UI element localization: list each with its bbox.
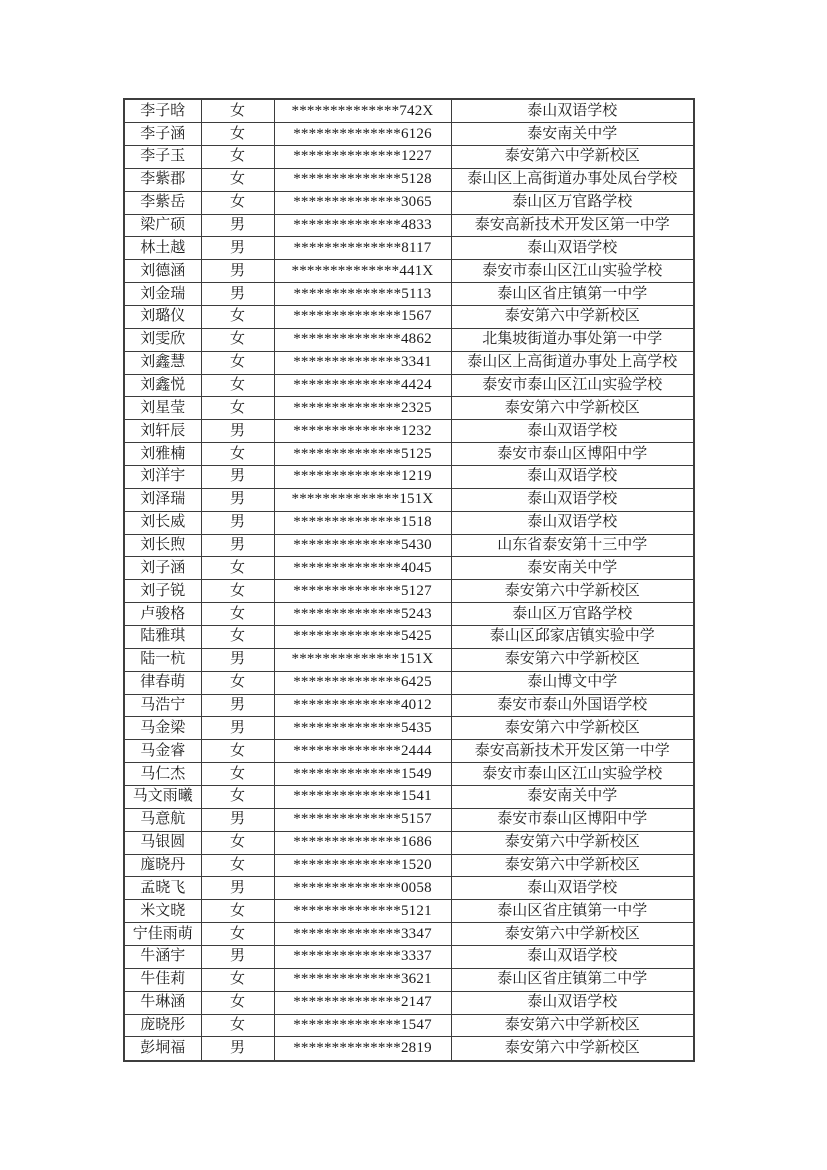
- table-row: [124, 443, 694, 466]
- cell-id-masked: **************8117: [274, 237, 451, 260]
- cell-gender: 女: [201, 351, 274, 374]
- cell-id-masked: **************2444: [274, 740, 451, 763]
- cell-id-masked: **************5243: [274, 603, 451, 626]
- cell-student-name: 陆雅琪: [124, 625, 201, 648]
- cell-student-name: 庬晓丹: [124, 854, 201, 877]
- cell-school: 泰安第六中学新校区: [451, 397, 694, 420]
- cell-student-name: 彭垌福: [124, 1037, 201, 1061]
- cell-id-masked: **************1227: [274, 145, 451, 168]
- table-row: [124, 877, 694, 900]
- cell-gender: 女: [201, 191, 274, 214]
- cell-school: 泰山区省庄镇第二中学: [451, 968, 694, 991]
- cell-student-name: 林土越: [124, 237, 201, 260]
- cell-id-masked: **************3065: [274, 191, 451, 214]
- table-row: [124, 99, 694, 123]
- cell-gender: 女: [201, 991, 274, 1014]
- cell-student-name: 宁佳雨萌: [124, 923, 201, 946]
- cell-id-masked: **************4045: [274, 557, 451, 580]
- cell-gender: 女: [201, 328, 274, 351]
- cell-school: 泰山区省庄镇第一中学: [451, 283, 694, 306]
- cell-gender: 女: [201, 580, 274, 603]
- cell-student-name: 刘雯欣: [124, 328, 201, 351]
- cell-school: 泰安第六中学新校区: [451, 1014, 694, 1037]
- cell-school: 泰安第六中学新校区: [451, 831, 694, 854]
- cell-id-masked: **************5157: [274, 808, 451, 831]
- cell-gender: 女: [201, 1014, 274, 1037]
- cell-id-masked: **************6425: [274, 671, 451, 694]
- table-row: [124, 580, 694, 603]
- cell-id-masked: **************1520: [274, 854, 451, 877]
- cell-gender: 男: [201, 420, 274, 443]
- cell-student-name: 马文雨曦: [124, 786, 201, 809]
- cell-school: 泰安南关中学: [451, 557, 694, 580]
- table-row: [124, 191, 694, 214]
- table-row: [124, 260, 694, 283]
- cell-id-masked: **************742X: [274, 99, 451, 123]
- table-row: [124, 420, 694, 443]
- cell-gender: 男: [201, 717, 274, 740]
- cell-gender: 女: [201, 374, 274, 397]
- table-row: [124, 328, 694, 351]
- cell-gender: 女: [201, 968, 274, 991]
- cell-student-name: 刘星莹: [124, 397, 201, 420]
- cell-school: 泰安第六中学新校区: [451, 648, 694, 671]
- table-row: [124, 671, 694, 694]
- table-row: [124, 237, 694, 260]
- cell-student-name: 梁广硕: [124, 214, 201, 237]
- cell-school: 泰安第六中学新校区: [451, 145, 694, 168]
- cell-school: 泰山区万官路学校: [451, 191, 694, 214]
- cell-student-name: 刘鑫悦: [124, 374, 201, 397]
- table-row: [124, 305, 694, 328]
- cell-id-masked: **************441X: [274, 260, 451, 283]
- table-row: [124, 603, 694, 626]
- cell-id-masked: **************5113: [274, 283, 451, 306]
- cell-id-masked: **************151X: [274, 488, 451, 511]
- table-row: [124, 740, 694, 763]
- cell-gender: 男: [201, 488, 274, 511]
- cell-gender: 男: [201, 1037, 274, 1061]
- cell-id-masked: **************3337: [274, 946, 451, 969]
- cell-gender: 男: [201, 260, 274, 283]
- cell-school: 泰安第六中学新校区: [451, 305, 694, 328]
- cell-student-name: 律春萌: [124, 671, 201, 694]
- table-row: [124, 168, 694, 191]
- cell-student-name: 李子晗: [124, 99, 201, 123]
- cell-student-name: 刘长威: [124, 511, 201, 534]
- cell-id-masked: **************4424: [274, 374, 451, 397]
- cell-school: 泰安南关中学: [451, 123, 694, 146]
- table-row: [124, 465, 694, 488]
- cell-student-name: 刘子锐: [124, 580, 201, 603]
- cell-gender: 女: [201, 305, 274, 328]
- table-row: [124, 648, 694, 671]
- cell-student-name: 刘泽瑞: [124, 488, 201, 511]
- table-row: [124, 968, 694, 991]
- table-row: [124, 397, 694, 420]
- cell-school: 泰安市泰山外国语学校: [451, 694, 694, 717]
- cell-student-name: 卢骏格: [124, 603, 201, 626]
- cell-id-masked: **************5125: [274, 443, 451, 466]
- cell-school: 泰山双语学校: [451, 511, 694, 534]
- table-row: [124, 214, 694, 237]
- cell-school: 泰安第六中学新校区: [451, 580, 694, 603]
- cell-id-masked: **************4833: [274, 214, 451, 237]
- cell-school: 泰安高新技术开发区第一中学: [451, 740, 694, 763]
- cell-school: 泰山双语学校: [451, 991, 694, 1014]
- cell-school: 泰山双语学校: [451, 420, 694, 443]
- cell-gender: 女: [201, 740, 274, 763]
- table-body: [124, 99, 694, 1061]
- cell-id-masked: **************3621: [274, 968, 451, 991]
- table-row: [124, 854, 694, 877]
- cell-gender: 女: [201, 145, 274, 168]
- cell-school: 泰安第六中学新校区: [451, 717, 694, 740]
- cell-school: 泰安市泰山区博阳中学: [451, 443, 694, 466]
- cell-student-name: 马金睿: [124, 740, 201, 763]
- cell-school: 泰山双语学校: [451, 946, 694, 969]
- cell-gender: 男: [201, 648, 274, 671]
- table-row: [124, 1037, 694, 1061]
- cell-student-name: 刘璐仪: [124, 305, 201, 328]
- cell-school: 泰山双语学校: [451, 877, 694, 900]
- cell-gender: 男: [201, 877, 274, 900]
- cell-school: 泰安市泰山区博阳中学: [451, 808, 694, 831]
- table-row: [124, 351, 694, 374]
- cell-id-masked: **************4862: [274, 328, 451, 351]
- cell-gender: 女: [201, 123, 274, 146]
- cell-student-name: 刘洋宇: [124, 465, 201, 488]
- table-row: [124, 625, 694, 648]
- table-row: [124, 831, 694, 854]
- table-row: [124, 511, 694, 534]
- cell-gender: 男: [201, 237, 274, 260]
- cell-school: 泰山区上高街道办事处凤台学校: [451, 168, 694, 191]
- table-row: [124, 946, 694, 969]
- cell-school: 泰安南关中学: [451, 786, 694, 809]
- cell-id-masked: **************151X: [274, 648, 451, 671]
- cell-student-name: 庞晓彤: [124, 1014, 201, 1037]
- cell-student-name: 马仁杰: [124, 763, 201, 786]
- cell-id-masked: **************1686: [274, 831, 451, 854]
- table-row: [124, 923, 694, 946]
- cell-student-name: 牛佳莉: [124, 968, 201, 991]
- cell-school: 泰山双语学校: [451, 465, 694, 488]
- cell-id-masked: **************1541: [274, 786, 451, 809]
- cell-gender: 男: [201, 694, 274, 717]
- cell-school: 泰安第六中学新校区: [451, 923, 694, 946]
- cell-gender: 女: [201, 397, 274, 420]
- table-row: [124, 488, 694, 511]
- cell-school: 泰安市泰山区江山实验学校: [451, 260, 694, 283]
- cell-id-masked: **************1219: [274, 465, 451, 488]
- cell-gender: 女: [201, 854, 274, 877]
- cell-student-name: 马银圆: [124, 831, 201, 854]
- cell-gender: 男: [201, 946, 274, 969]
- cell-gender: 女: [201, 168, 274, 191]
- cell-school: 泰安高新技术开发区第一中学: [451, 214, 694, 237]
- cell-gender: 女: [201, 443, 274, 466]
- cell-student-name: 刘鑫慧: [124, 351, 201, 374]
- cell-school: 泰山区省庄镇第一中学: [451, 900, 694, 923]
- cell-id-masked: **************5435: [274, 717, 451, 740]
- cell-id-masked: **************1567: [274, 305, 451, 328]
- table-row: [124, 123, 694, 146]
- table-row: [124, 786, 694, 809]
- cell-student-name: 刘金瑞: [124, 283, 201, 306]
- cell-school: 北集坡街道办事处第一中学: [451, 328, 694, 351]
- cell-id-masked: **************1518: [274, 511, 451, 534]
- cell-id-masked: **************4012: [274, 694, 451, 717]
- cell-id-masked: **************3347: [274, 923, 451, 946]
- cell-student-name: 刘雅楠: [124, 443, 201, 466]
- cell-id-masked: **************5128: [274, 168, 451, 191]
- cell-gender: 女: [201, 900, 274, 923]
- table-row: [124, 374, 694, 397]
- cell-school: 泰安第六中学新校区: [451, 1037, 694, 1061]
- cell-student-name: 李子玉: [124, 145, 201, 168]
- cell-gender: 女: [201, 603, 274, 626]
- table-row: [124, 991, 694, 1014]
- cell-school: 山东省泰安第十三中学: [451, 534, 694, 557]
- cell-id-masked: **************3341: [274, 351, 451, 374]
- table-row: [124, 717, 694, 740]
- table-row: [124, 900, 694, 923]
- cell-gender: 男: [201, 534, 274, 557]
- cell-school: 泰山区万官路学校: [451, 603, 694, 626]
- cell-school: 泰山区邱家店镇实验中学: [451, 625, 694, 648]
- cell-school: 泰山双语学校: [451, 99, 694, 123]
- cell-gender: 女: [201, 831, 274, 854]
- cell-id-masked: **************2819: [274, 1037, 451, 1061]
- cell-student-name: 李紫郡: [124, 168, 201, 191]
- cell-gender: 女: [201, 99, 274, 123]
- cell-school: 泰山双语学校: [451, 237, 694, 260]
- table-row: [124, 1014, 694, 1037]
- cell-student-name: 刘轩辰: [124, 420, 201, 443]
- cell-student-name: 刘子涵: [124, 557, 201, 580]
- cell-gender: 男: [201, 214, 274, 237]
- cell-school: 泰安第六中学新校区: [451, 854, 694, 877]
- table-row: [124, 694, 694, 717]
- cell-gender: 男: [201, 465, 274, 488]
- cell-gender: 男: [201, 511, 274, 534]
- cell-id-masked: **************1232: [274, 420, 451, 443]
- cell-id-masked: **************0058: [274, 877, 451, 900]
- cell-id-masked: **************5121: [274, 900, 451, 923]
- cell-id-masked: **************1547: [274, 1014, 451, 1037]
- cell-student-name: 刘长煦: [124, 534, 201, 557]
- table-row: [124, 557, 694, 580]
- cell-school: 泰山双语学校: [451, 488, 694, 511]
- cell-student-name: 李子涵: [124, 123, 201, 146]
- cell-student-name: 孟晓飞: [124, 877, 201, 900]
- cell-student-name: 米文晓: [124, 900, 201, 923]
- table-row: [124, 534, 694, 557]
- table-row: [124, 808, 694, 831]
- student-roster-table: [123, 98, 695, 1062]
- cell-student-name: 马意航: [124, 808, 201, 831]
- cell-id-masked: **************6126: [274, 123, 451, 146]
- cell-gender: 女: [201, 671, 274, 694]
- cell-gender: 女: [201, 625, 274, 648]
- cell-id-masked: **************5430: [274, 534, 451, 557]
- cell-gender: 女: [201, 923, 274, 946]
- cell-student-name: 马浩宁: [124, 694, 201, 717]
- cell-gender: 男: [201, 283, 274, 306]
- cell-gender: 女: [201, 557, 274, 580]
- cell-student-name: 陆一杭: [124, 648, 201, 671]
- cell-gender: 女: [201, 763, 274, 786]
- cell-id-masked: **************2325: [274, 397, 451, 420]
- table-row: [124, 763, 694, 786]
- table-row: [124, 283, 694, 306]
- cell-school: 泰山博文中学: [451, 671, 694, 694]
- cell-id-masked: **************1549: [274, 763, 451, 786]
- cell-id-masked: **************5425: [274, 625, 451, 648]
- table-row: [124, 145, 694, 168]
- cell-school: 泰安市泰山区江山实验学校: [451, 374, 694, 397]
- cell-student-name: 李紫岳: [124, 191, 201, 214]
- cell-student-name: 刘德涵: [124, 260, 201, 283]
- cell-id-masked: **************5127: [274, 580, 451, 603]
- cell-school: 泰安市泰山区江山实验学校: [451, 763, 694, 786]
- cell-gender: 男: [201, 808, 274, 831]
- cell-school: 泰山区上高街道办事处上高学校: [451, 351, 694, 374]
- cell-gender: 女: [201, 786, 274, 809]
- cell-student-name: 牛琳涵: [124, 991, 201, 1014]
- cell-student-name: 马金梁: [124, 717, 201, 740]
- cell-id-masked: **************2147: [274, 991, 451, 1014]
- cell-student-name: 牛涵宇: [124, 946, 201, 969]
